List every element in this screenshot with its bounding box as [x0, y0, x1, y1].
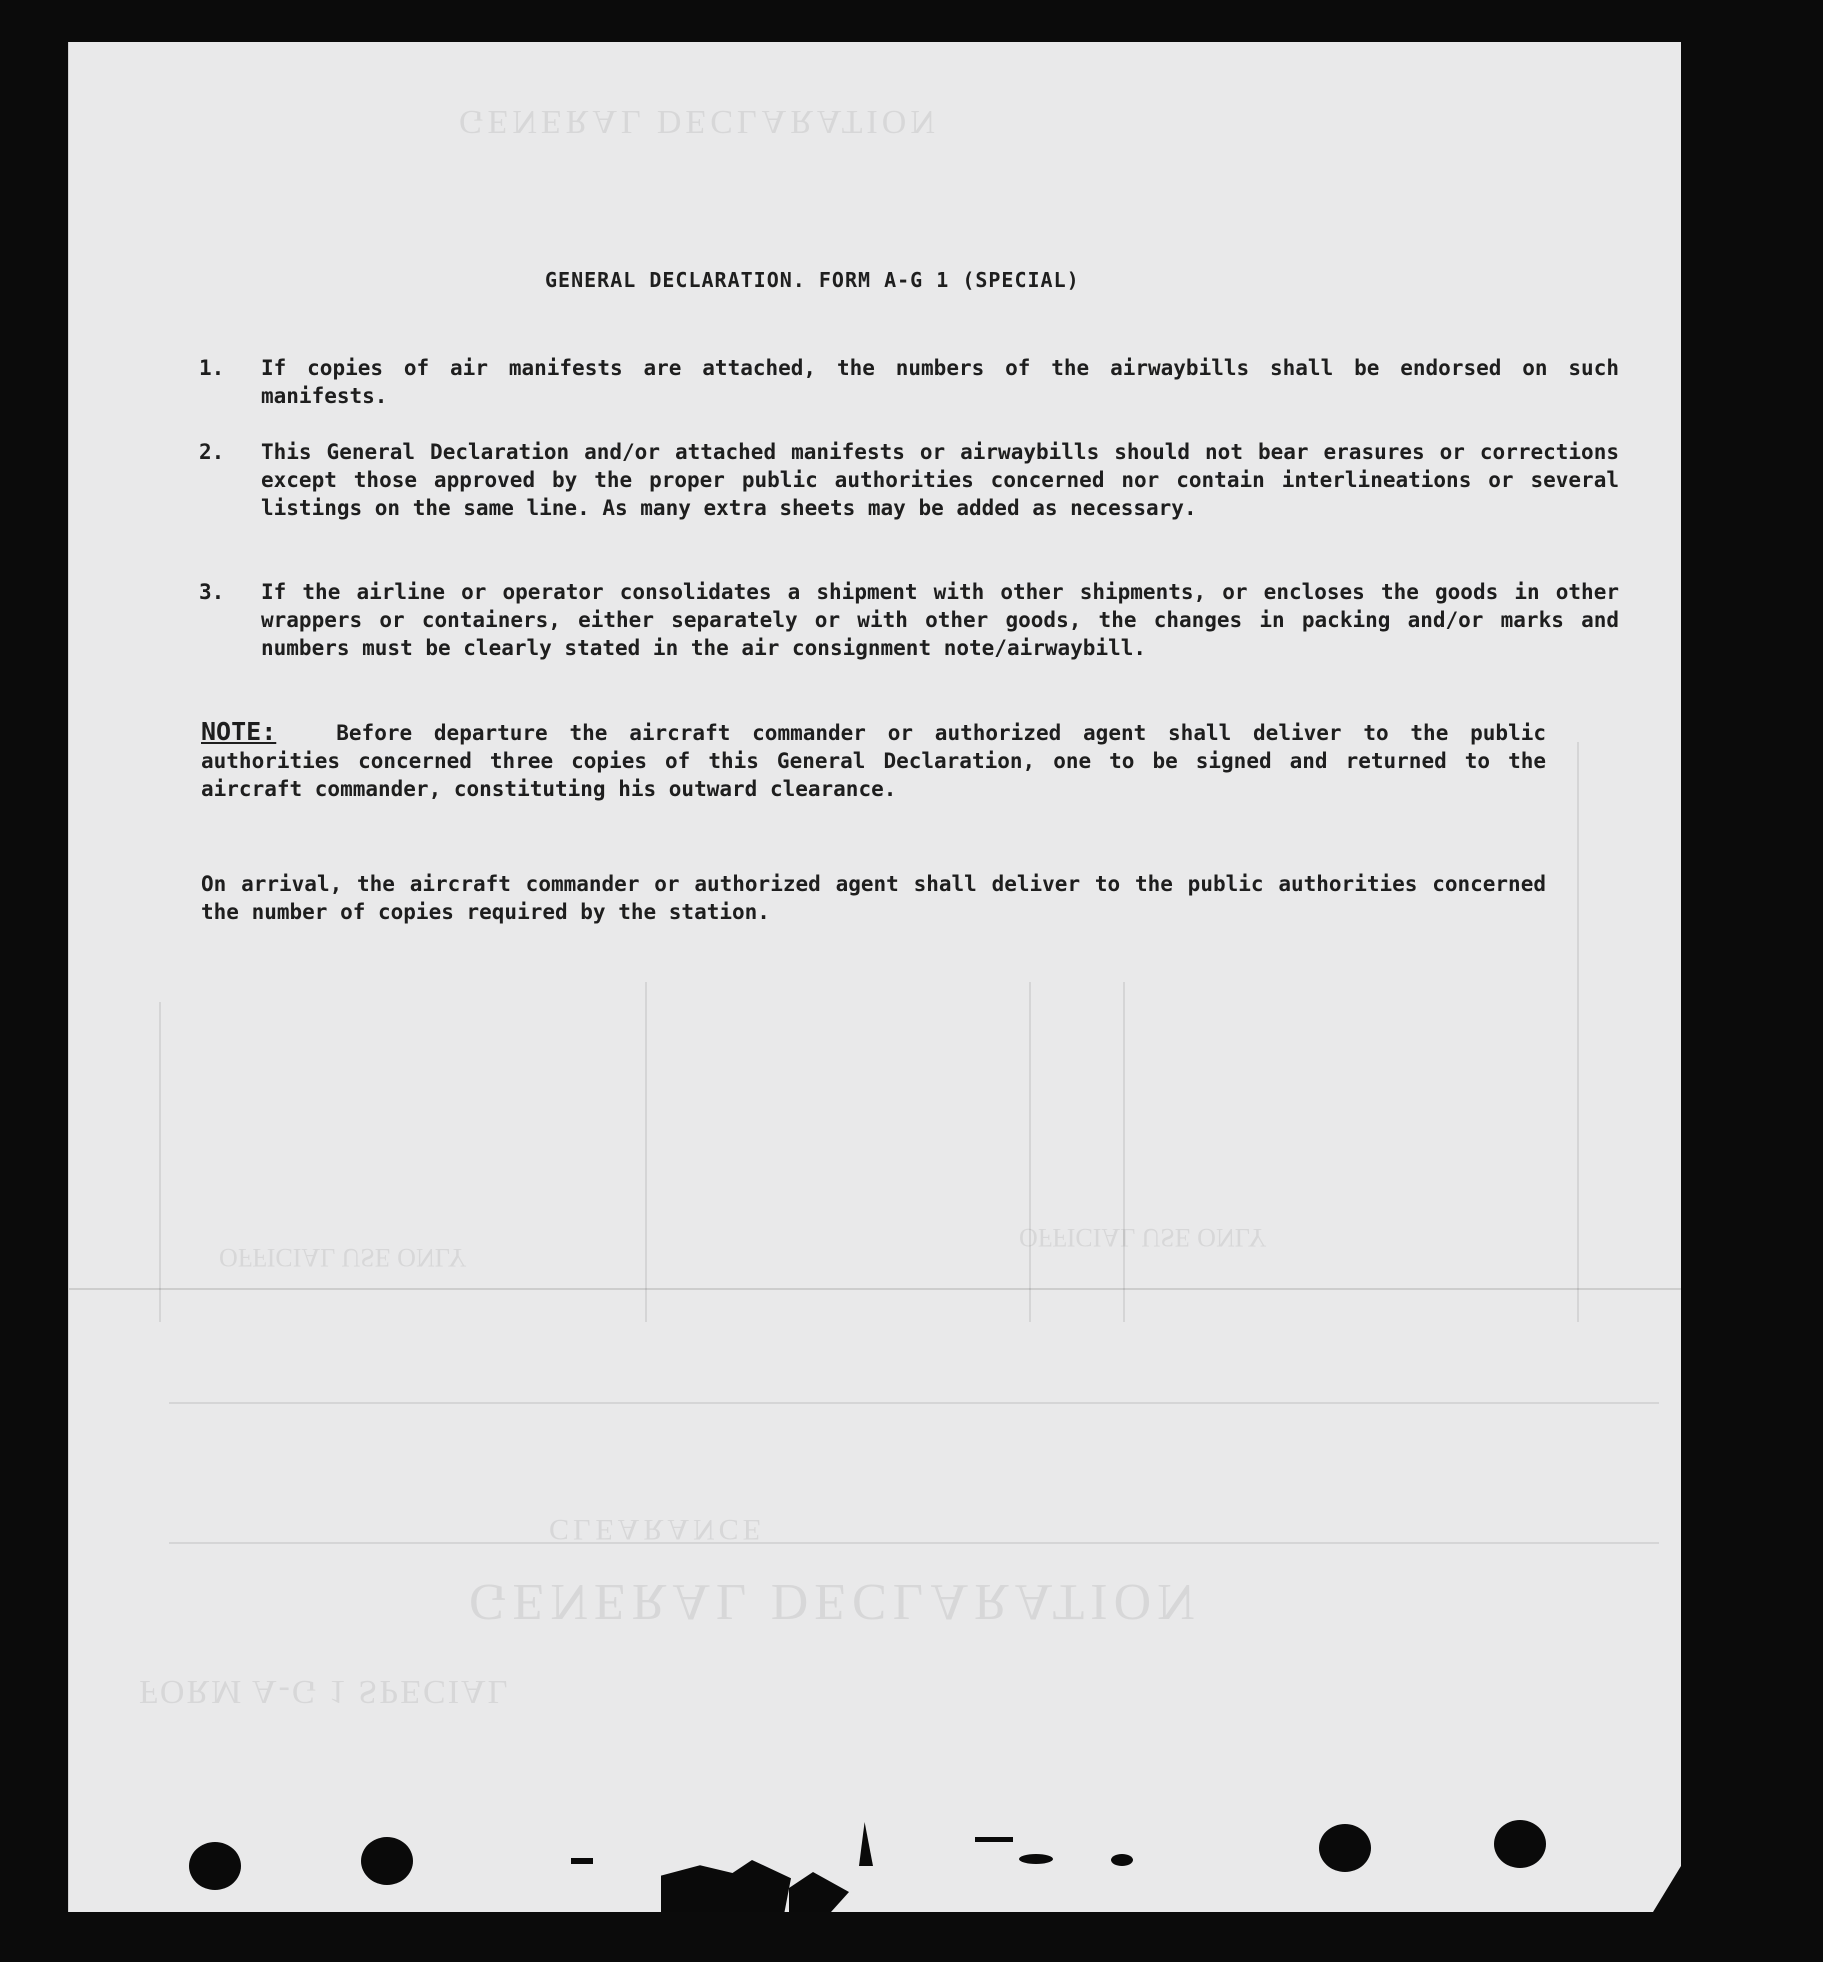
torn-edge	[859, 1822, 873, 1866]
document-title: GENERAL DECLARATION. FORM A-G 1 (SPECIAL)	[545, 268, 1080, 292]
bleed-through-rule	[1123, 982, 1125, 1322]
item-text: This General Declaration and/or attached manifests or airwaybills should not bear erasures or corrections except those approved by the proper public authorities concerned nor contain interlineations or several listings on the same line. As many extra sheets may be added as necessary.	[261, 440, 1619, 520]
punch-hole	[189, 1842, 241, 1890]
bleed-through-rule	[1577, 742, 1579, 1322]
item-text: If copies of air manifests are attached, the numbers of the airwaybills shall be endorsed on such manifests.	[261, 356, 1619, 408]
bleed-through-rule	[169, 1402, 1659, 1404]
bleed-through-text: CLEARANCE	[549, 1513, 765, 1546]
bleed-through-text: OFFICIAL USE ONLY	[1019, 1223, 1267, 1252]
note-paragraph	[201, 718, 1546, 803]
bleed-through-text: OFFICIAL USE ONLY	[219, 1243, 467, 1272]
bleed-through-text: GENERAL DECLARATION	[459, 103, 939, 140]
instruction-item	[199, 578, 1619, 662]
note-text: Before departure the aircraft commander or authorized agent shall deliver to the public authorities concerned three copies of this General Declaration, one to be signed and returned to the aircraft commander, constituting his outward clearance.	[201, 721, 1546, 801]
bleed-through-rule	[169, 1542, 1659, 1544]
punch-hole	[1494, 1820, 1546, 1868]
document-page	[68, 42, 1681, 1912]
note-label: NOTE:	[201, 717, 277, 746]
torn-edge	[661, 1860, 791, 1912]
torn-edge	[975, 1837, 1013, 1842]
bleed-through-rule	[159, 1002, 161, 1322]
bleed-through-rule	[645, 982, 647, 1322]
bleed-through-text: GENERAL DECLARATION	[469, 1573, 1201, 1630]
item-number: 2.	[199, 440, 225, 464]
torn-edge	[1019, 1854, 1053, 1864]
bleed-through-rule	[1029, 982, 1031, 1322]
instruction-item	[199, 438, 1619, 522]
page-fold-line	[69, 1288, 1681, 1290]
torn-corner	[1653, 1866, 1681, 1912]
arrival-paragraph: On arrival, the aircraft commander or authorized agent shall deliver to the public authorities concerned the number of copies required by the station.	[201, 872, 1546, 924]
torn-edge	[789, 1872, 849, 1912]
torn-edge	[571, 1858, 593, 1864]
punch-hole	[1319, 1824, 1371, 1872]
bleed-through-text: FORM A-G 1 SPECIAL	[139, 1673, 511, 1710]
instruction-item	[199, 354, 1619, 410]
punch-hole	[361, 1837, 413, 1885]
item-text: If the airline or operator consolidates a shipment with other shipments, or encloses the goods in other wrappers or containers, either separately or with other goods, the changes in packing and/or marks and numbers must be clearly stated in the air consignment note/airwaybill.	[261, 580, 1619, 660]
torn-edge	[1111, 1854, 1133, 1866]
item-number: 1.	[199, 356, 225, 380]
item-number: 3.	[199, 580, 225, 604]
